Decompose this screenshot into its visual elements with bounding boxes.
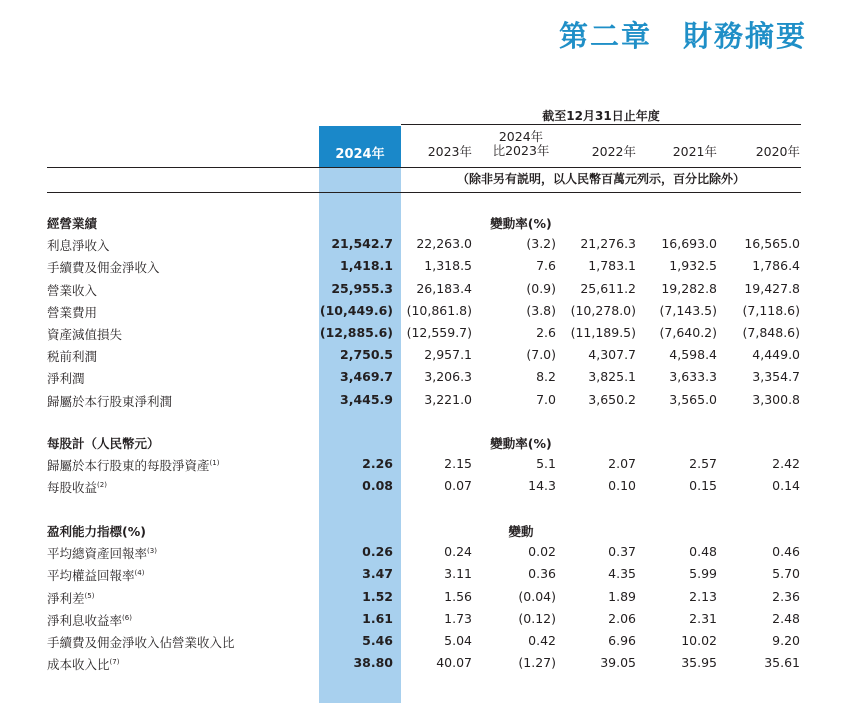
table-cell: (1.27) [518, 655, 556, 671]
table-cell: 9.20 [772, 633, 800, 648]
table-cell: (0.04) [518, 588, 556, 604]
table-cell: 3,221.0 [424, 391, 472, 407]
table-cell: 40.07 [436, 655, 472, 671]
footnote-marker: (5) [84, 591, 95, 600]
table-cell: 1,418.1 [340, 258, 393, 274]
table-cell: (12,559.7) [406, 325, 472, 340]
table-cell: 1,786.4 [752, 258, 800, 274]
table-cell: 5.1 [536, 456, 556, 472]
table-cell: 0.10 [608, 478, 636, 494]
table-cell: 2.06 [608, 610, 636, 626]
table-cell: 1.73 [444, 610, 472, 626]
table-cell: 3,206.3 [424, 369, 472, 385]
table-cell: 25,611.2 [580, 280, 636, 296]
year-2023-header: 2023年 [427, 144, 472, 159]
table-cell: (7,143.5) [659, 302, 717, 318]
row-label: 每股收益$^{(2)}$ [47, 480, 107, 496]
table-cell: 2.42 [772, 456, 800, 472]
table-row [0, 303, 859, 325]
table-cell: 14.3 [528, 478, 556, 494]
table-cell: 3,650.2 [588, 391, 636, 407]
table-row [0, 544, 859, 566]
footnote-marker: (6) [122, 613, 132, 622]
table-cell: 25,955.3 [331, 280, 393, 296]
table-cell: 5.99 [689, 566, 717, 582]
table-cell: 7.6 [536, 258, 556, 274]
table-cell: 3.11 [444, 566, 472, 582]
table-row [0, 258, 859, 280]
section-change-label: 變動率(%) [490, 216, 552, 231]
table-cell: 2.15 [444, 456, 472, 472]
table-row [0, 566, 859, 588]
table-row [0, 325, 859, 347]
table-cell: 19,282.8 [661, 280, 717, 296]
year-2022-header: 2022年 [591, 144, 636, 159]
table-cell: 1.56 [444, 588, 472, 604]
table-cell: 26,183.4 [416, 280, 472, 296]
table-cell: 2.48 [772, 610, 800, 626]
table-cell: 7.0 [536, 391, 556, 407]
table-cell: 2.57 [689, 456, 717, 472]
yoy-change-line-1: 2024年 [498, 129, 544, 144]
table-cell: 0.15 [689, 478, 717, 494]
row-label: 淨利差$^{(5)}$ [47, 590, 95, 606]
header-rule [47, 167, 801, 168]
table-cell: 39.05 [600, 655, 636, 671]
table-cell: 0.07 [444, 478, 472, 494]
row-label: 營業費用 [47, 304, 98, 320]
row-label: 淨利潤 [47, 371, 85, 387]
table-cell: 0.46 [772, 544, 800, 560]
table-cell: 2,957.1 [424, 347, 472, 363]
current-year-header [319, 126, 401, 168]
table-cell: 4.35 [608, 566, 636, 582]
period-rule [401, 124, 801, 125]
table-cell: 16,565.0 [744, 236, 800, 252]
table-cell: 3.47 [362, 566, 393, 582]
table-cell: 2.26 [362, 456, 393, 472]
table-cell: (3.2) [526, 236, 556, 252]
table-cell: (7,848.6) [742, 325, 800, 340]
table-cell: 21,542.7 [331, 236, 393, 252]
table-cell: 1.52 [362, 588, 393, 604]
table-cell: 4,598.4 [669, 347, 717, 363]
footnote-marker: (4) [134, 569, 145, 578]
row-label: 税前利潤 [47, 349, 98, 365]
row-label: 平均總資產回報率$^{(3)}$ [47, 546, 157, 562]
footnote-marker: (2) [97, 481, 107, 490]
year-2024-label: 2024年 [335, 147, 385, 162]
table-cell: 21,276.3 [580, 236, 636, 252]
table-cell: (0.9) [526, 280, 556, 296]
footnote-marker: (7) [109, 658, 120, 667]
table-row [0, 633, 859, 655]
year-2020-header: 2020年 [755, 144, 800, 159]
table-cell: (7,118.6) [742, 302, 800, 318]
section-title: 每股計（人民幣元） [47, 436, 160, 451]
section-header [0, 522, 859, 544]
row-label: 利息淨收入 [47, 238, 110, 254]
table-row [0, 611, 859, 633]
section-title: 盈利能力指標(%) [47, 524, 146, 539]
table-cell: 1,932.5 [669, 258, 717, 274]
row-label: 歸屬於本行股東淨利潤 [47, 393, 173, 409]
table-cell: 1,783.1 [588, 258, 636, 274]
table-cell: 0.08 [362, 478, 393, 494]
row-label: 手續費及佣金淨收入 [47, 260, 160, 276]
table-cell: 8.2 [536, 369, 556, 385]
row-label: 營業收入 [47, 282, 98, 298]
table-cell: 3,445.9 [340, 391, 393, 407]
table-row [0, 478, 859, 500]
section-header [0, 214, 859, 236]
table-row [0, 589, 859, 611]
table-cell: 4,307.7 [588, 347, 636, 363]
table-cell: 3,469.7 [340, 369, 393, 385]
table-cell: 5.04 [444, 633, 472, 648]
table-cell: (3.8) [526, 302, 556, 318]
yoy-change-header [486, 130, 556, 158]
table-row [0, 347, 859, 369]
section-change-label: 變動率(%) [490, 436, 552, 451]
table-cell: 16,693.0 [661, 236, 717, 252]
table-cell: (12,885.6) [319, 325, 393, 340]
table-cell: 3,354.7 [752, 369, 800, 385]
table-cell: 0.37 [608, 544, 636, 560]
table-cell: (7,640.2) [659, 325, 717, 340]
table-cell: 3,565.0 [669, 391, 717, 407]
row-label: 資產減值損失 [47, 327, 123, 342]
footnote-marker: (3) [147, 547, 157, 556]
table-cell: 1.89 [608, 588, 636, 604]
table-cell: 6.96 [608, 633, 636, 648]
row-label: 歸屬於本行股東的每股淨資產$^{(1)}$ [47, 458, 220, 474]
table-cell: 5.70 [772, 566, 800, 582]
table-cell: 35.95 [681, 655, 717, 671]
footnote-marker: (1) [209, 459, 220, 468]
table-row [0, 456, 859, 478]
yoy-change-line-2: 比2023年 [492, 143, 550, 158]
units-note: （除非另有説明，以人民幣百萬元列示，百分比除外） [456, 172, 745, 186]
table-cell: 0.42 [528, 633, 556, 648]
table-cell: 2.36 [772, 588, 800, 604]
year-2021-header: 2021年 [672, 144, 717, 159]
table-cell: 0.14 [772, 478, 800, 494]
table-cell: 4,449.0 [752, 347, 800, 363]
table-cell: 0.02 [528, 544, 556, 560]
chapter-title: 第二章 財務摘要 [558, 19, 807, 53]
section-title: 經營業績 [47, 216, 98, 231]
table-cell: 1.61 [362, 610, 393, 626]
table-cell: 3,825.1 [588, 369, 636, 385]
table-cell: (10,278.0) [570, 302, 636, 318]
table-cell: 0.36 [528, 566, 556, 582]
row-label: 平均權益回報率$^{(4)}$ [47, 568, 145, 584]
table-cell: 2.6 [536, 325, 556, 340]
table-cell: 3,633.3 [669, 369, 717, 385]
table-cell: (10,449.6) [319, 302, 393, 318]
table-cell: 2.13 [689, 588, 717, 604]
table-cell: 2.07 [608, 456, 636, 472]
table-cell: 10.02 [681, 633, 717, 648]
period-label: 截至12月31日止年度 [542, 109, 660, 123]
table-cell: 0.24 [444, 544, 472, 560]
table-row [0, 655, 859, 677]
table-row [0, 281, 859, 303]
table-cell: 3,300.8 [752, 391, 800, 407]
table-cell: 38.80 [353, 655, 393, 671]
table-cell: 19,427.8 [744, 280, 800, 296]
table-cell: 22,263.0 [416, 236, 472, 252]
table-cell: 0.48 [689, 544, 717, 560]
row-label: 手續費及佣金淨收入佔營業收入比 [47, 635, 235, 650]
table-cell: (0.12) [518, 610, 556, 626]
row-label: 淨利息收益率$^{(6)}$ [47, 612, 132, 628]
table-cell: (10,861.8) [406, 302, 472, 318]
section-change-label: 變動 [508, 524, 534, 539]
table-row [0, 392, 859, 414]
table-row [0, 369, 859, 391]
row-label: 成本收入比$^{(7)}$ [47, 657, 120, 673]
table-cell: 0.26 [362, 544, 393, 560]
table-row [0, 236, 859, 258]
table-cell: (7.0) [526, 347, 556, 363]
note-rule [47, 192, 801, 193]
table-cell: 35.61 [764, 655, 800, 671]
table-cell: (11,189.5) [570, 325, 636, 340]
section-header [0, 434, 859, 456]
table-cell: 2.31 [689, 610, 717, 626]
table-cell: 2,750.5 [340, 347, 393, 363]
table-cell: 1,318.5 [424, 258, 472, 274]
table-cell: 5.46 [362, 633, 393, 648]
